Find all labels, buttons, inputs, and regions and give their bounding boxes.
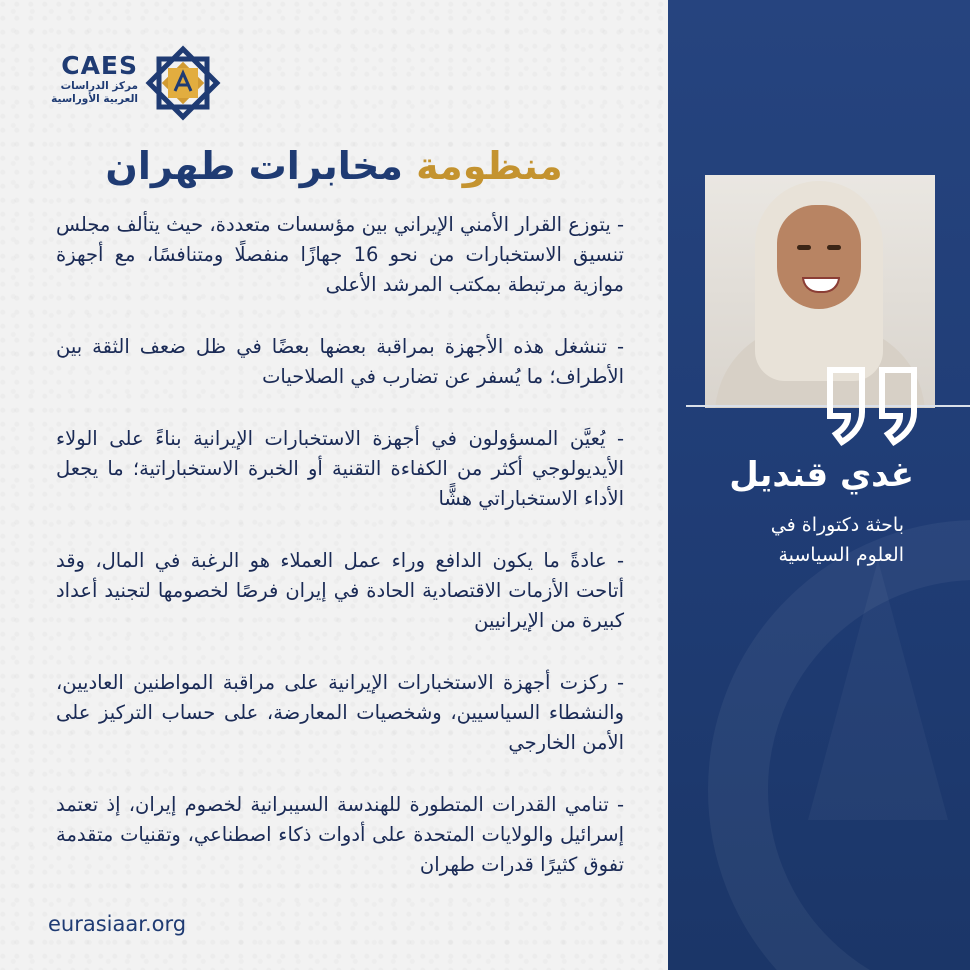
author-role — [668, 510, 904, 570]
bullet-paragraph: - ركزت أجهزة الاستخبارات الإيرانية على مراقبة المواطنين العاديين، والنشطاء السياسيين، وشخصيات المعارضة، على حساب التركيز على الأمن الخارجي — [56, 671, 624, 754]
quote-icon — [820, 360, 930, 450]
eight-point-star-icon — [144, 44, 222, 122]
title-gold: منظومة — [416, 144, 563, 188]
title-navy: مخابرات طهران — [105, 144, 403, 188]
bullet-paragraph: - عادةً ما يكون الدافع وراء عمل العملاء هو الرغبة في المال، وقد أتاحت الأزمات الاقتصادية الحادة في إيران فرصًا لخصومها لتجنيد أعداد كبيرة من الإيرانيين — [56, 549, 624, 632]
bullet-list — [56, 210, 624, 880]
author-name: غدي قنديل — [729, 455, 914, 495]
bullet-paragraph: - يُعيَّن المسؤولون في أجهزة الاستخبارات الإيرانية بناءً على الولاء الأيديولوجي أكثر من الكفاءة التقنية أو الخبرة الاستخباراتية؛ ما يجعل الأداء الاستخباراتي هشًّا — [56, 427, 624, 510]
bullet-paragraph: - يتوزع القرار الأمني الإيراني بين مؤسسات متعددة، حيث يتألف مجلس تنسيق الاستخبارات من نحو 16 جهازًا منفصلًا ومتنافسًا، مع أجهزة موازية مرتبطة بمكتب المرشد الأعلى — [56, 213, 624, 296]
background-pattern — [808, 560, 948, 820]
page-title — [0, 138, 668, 194]
website-link[interactable]: eurasiaar.org — [48, 912, 187, 936]
bullet-paragraph: - تنشغل هذه الأجهزة بمراقبة بعضها بعضًا في ظل ضعف الثقة بين الأطراف؛ ما يُسفر عن تضارب في الصلاحيات — [56, 335, 624, 388]
author-role-line2: العلوم السياسية — [778, 544, 904, 566]
logo-abbr: CAES — [61, 51, 138, 80]
logo-name-line1: مركز الدراسات — [60, 80, 138, 92]
author-role-line1: باحثة دكتوراة في — [770, 514, 904, 536]
logo-name-line2: العربية الأوراسية — [51, 93, 138, 105]
bullet-paragraph: - تنامي القدرات المتطورة للهندسة السيبرانية لخصوم إيران، إذ تعتمد إسرائيل والولايات المتحدة على أدوات ذكاء اصطناعي، وتقنيات متقدمة تفوق كثيرًا قدرات طهران — [56, 793, 624, 876]
caes-logo — [48, 44, 224, 122]
